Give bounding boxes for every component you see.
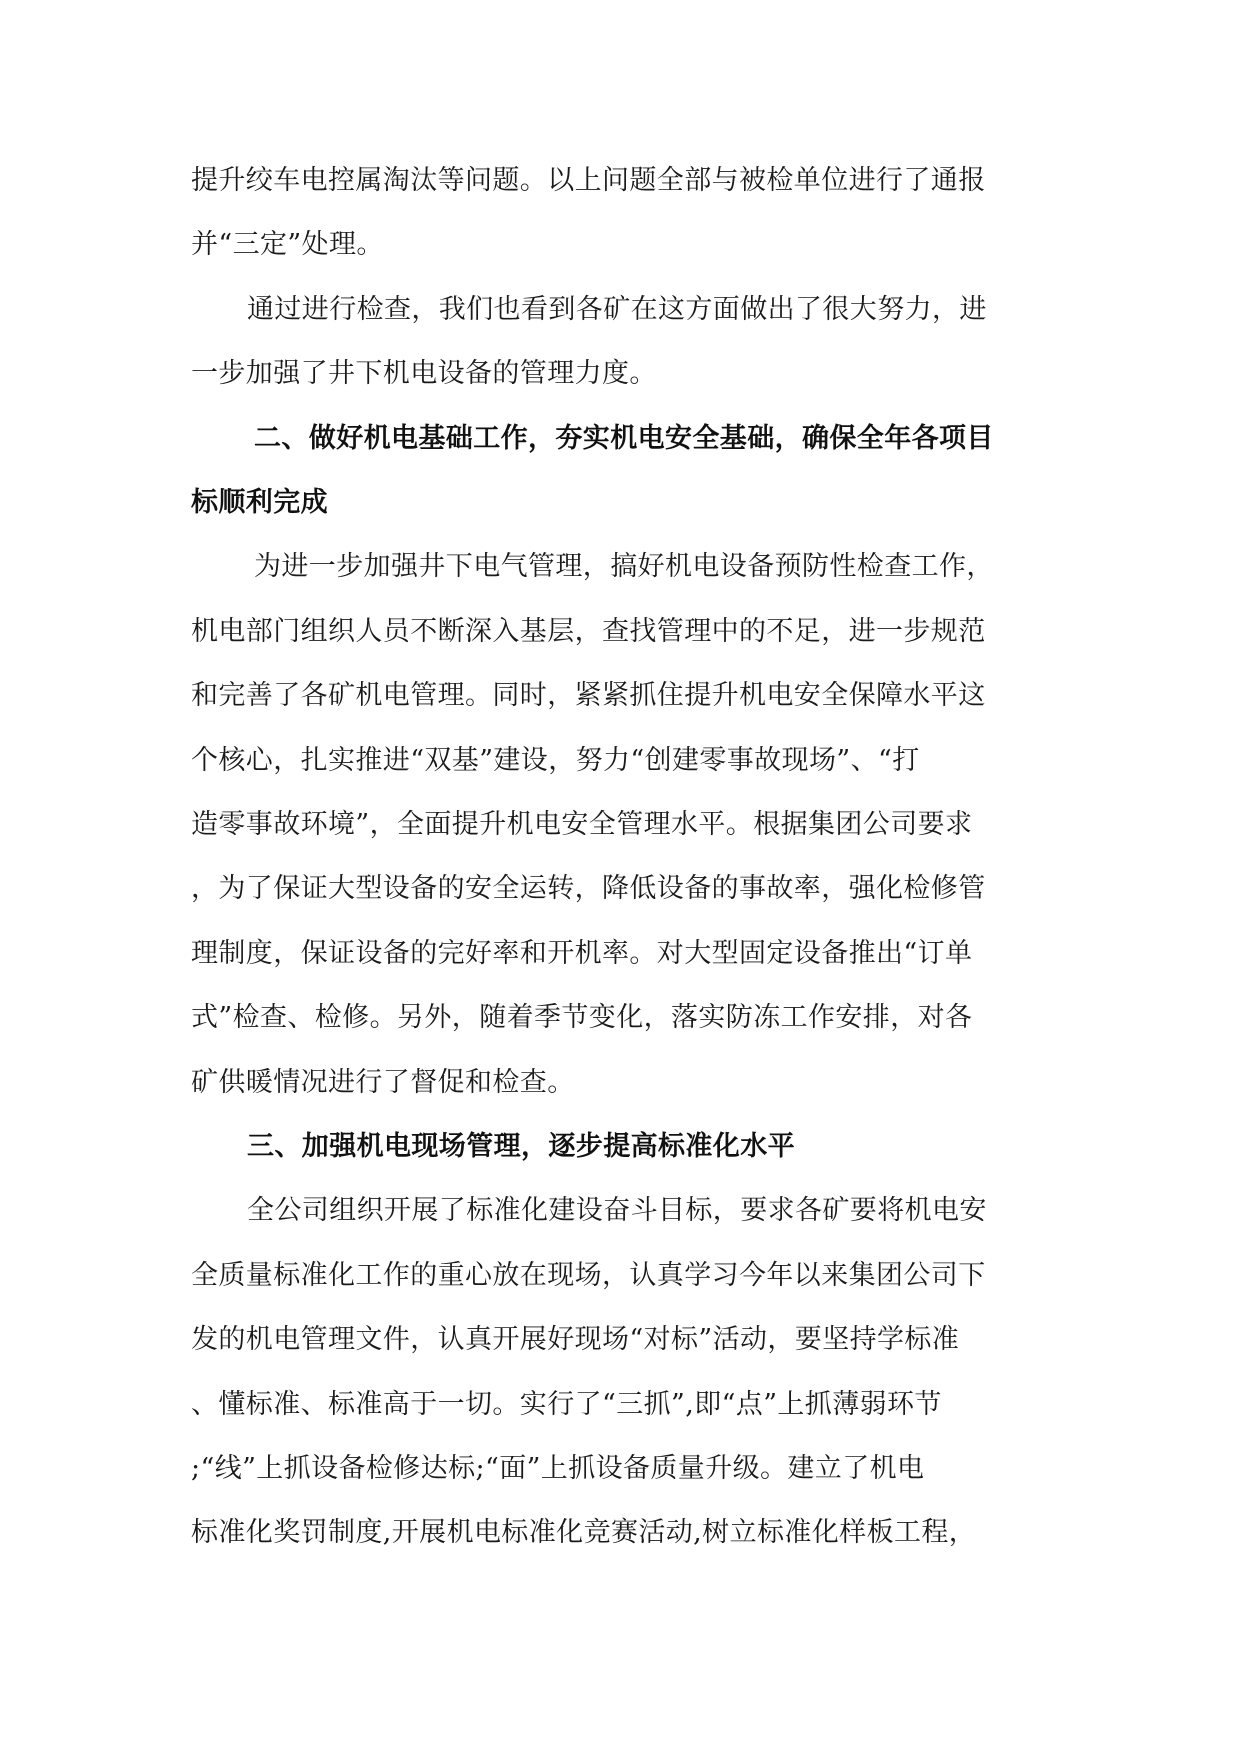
text-line-2: 并“三定”处理。: [191, 229, 384, 260]
text-line-15: 矿供暖情况进行了督促和检查。: [191, 1067, 575, 1098]
paragraph-start-line-2: 为进一步加强井下电气管理，搞好机电设备预防性检查工作，: [254, 551, 994, 582]
section-heading-2: 二、做好机电基础工作，夯实机电安全基础，确保全年各项目: [254, 423, 994, 454]
text-line-21: ;“线”上抓设备检修达标;“面”上抓设备质量升级。建立了机电: [191, 1453, 925, 1484]
text-line-9: 和完善了各矿机电管理。同时，紧紧抓住提升机电安全保障水平这: [191, 680, 986, 711]
text-line-22: 标准化奖罚制度,开展机电标准化竞赛活动,树立标准化样板工程，: [191, 1517, 977, 1548]
text-line-13: 理制度，保证设备的完好率和开机率。对大型固定设备推出“订单: [191, 938, 973, 969]
paragraph-start-line: 通过进行检查，我们也看到各矿在这方面做出了很大努力，进: [247, 294, 987, 325]
paragraph-start-line-3: 全公司组织开展了标准化建设奋斗目标，要求各矿要将机电安: [247, 1195, 987, 1226]
text-line-8: 机电部门组织人员不断深入基层，查找管理中的不足，进一步规范: [191, 616, 986, 647]
text-line-19: 发的机电管理文件，认真开展好现场“对标”活动，要坚持学标准: [191, 1324, 960, 1355]
section-heading-3: 三、加强机电现场管理，逐步提高标准化水平: [247, 1131, 795, 1162]
text-line-14: 式”检查、检修。另外，随着季节变化，落实防冻工作安排，对各: [191, 1002, 973, 1033]
text-line-18: 全质量标准化工作的重心放在现场，认真学习今年以来集团公司下: [191, 1260, 986, 1291]
section-heading-2-continued: 标顺利完成: [191, 487, 328, 518]
text-line-4: 一步加强了井下机电设备的管理力度。: [191, 358, 657, 389]
text-line-11: 造零事故环境”，全面提升机电安全管理水平。根据集团公司要求: [191, 809, 973, 840]
text-line-20: 、懂标准、标准高于一切。实行了“三抓”,即“点”上抓薄弱环节: [191, 1389, 942, 1420]
text-line-12: ，为了保证大型设备的安全运转，降低设备的事故率，强化检修管: [191, 873, 986, 904]
text-line-10: 个核心，扎实推进“双基”建设，努力“创建零事故现场”、“打: [191, 745, 920, 776]
text-line-1: 提升绞车电控属淘汰等问题。以上问题全部与被检单位进行了通报: [191, 165, 986, 196]
